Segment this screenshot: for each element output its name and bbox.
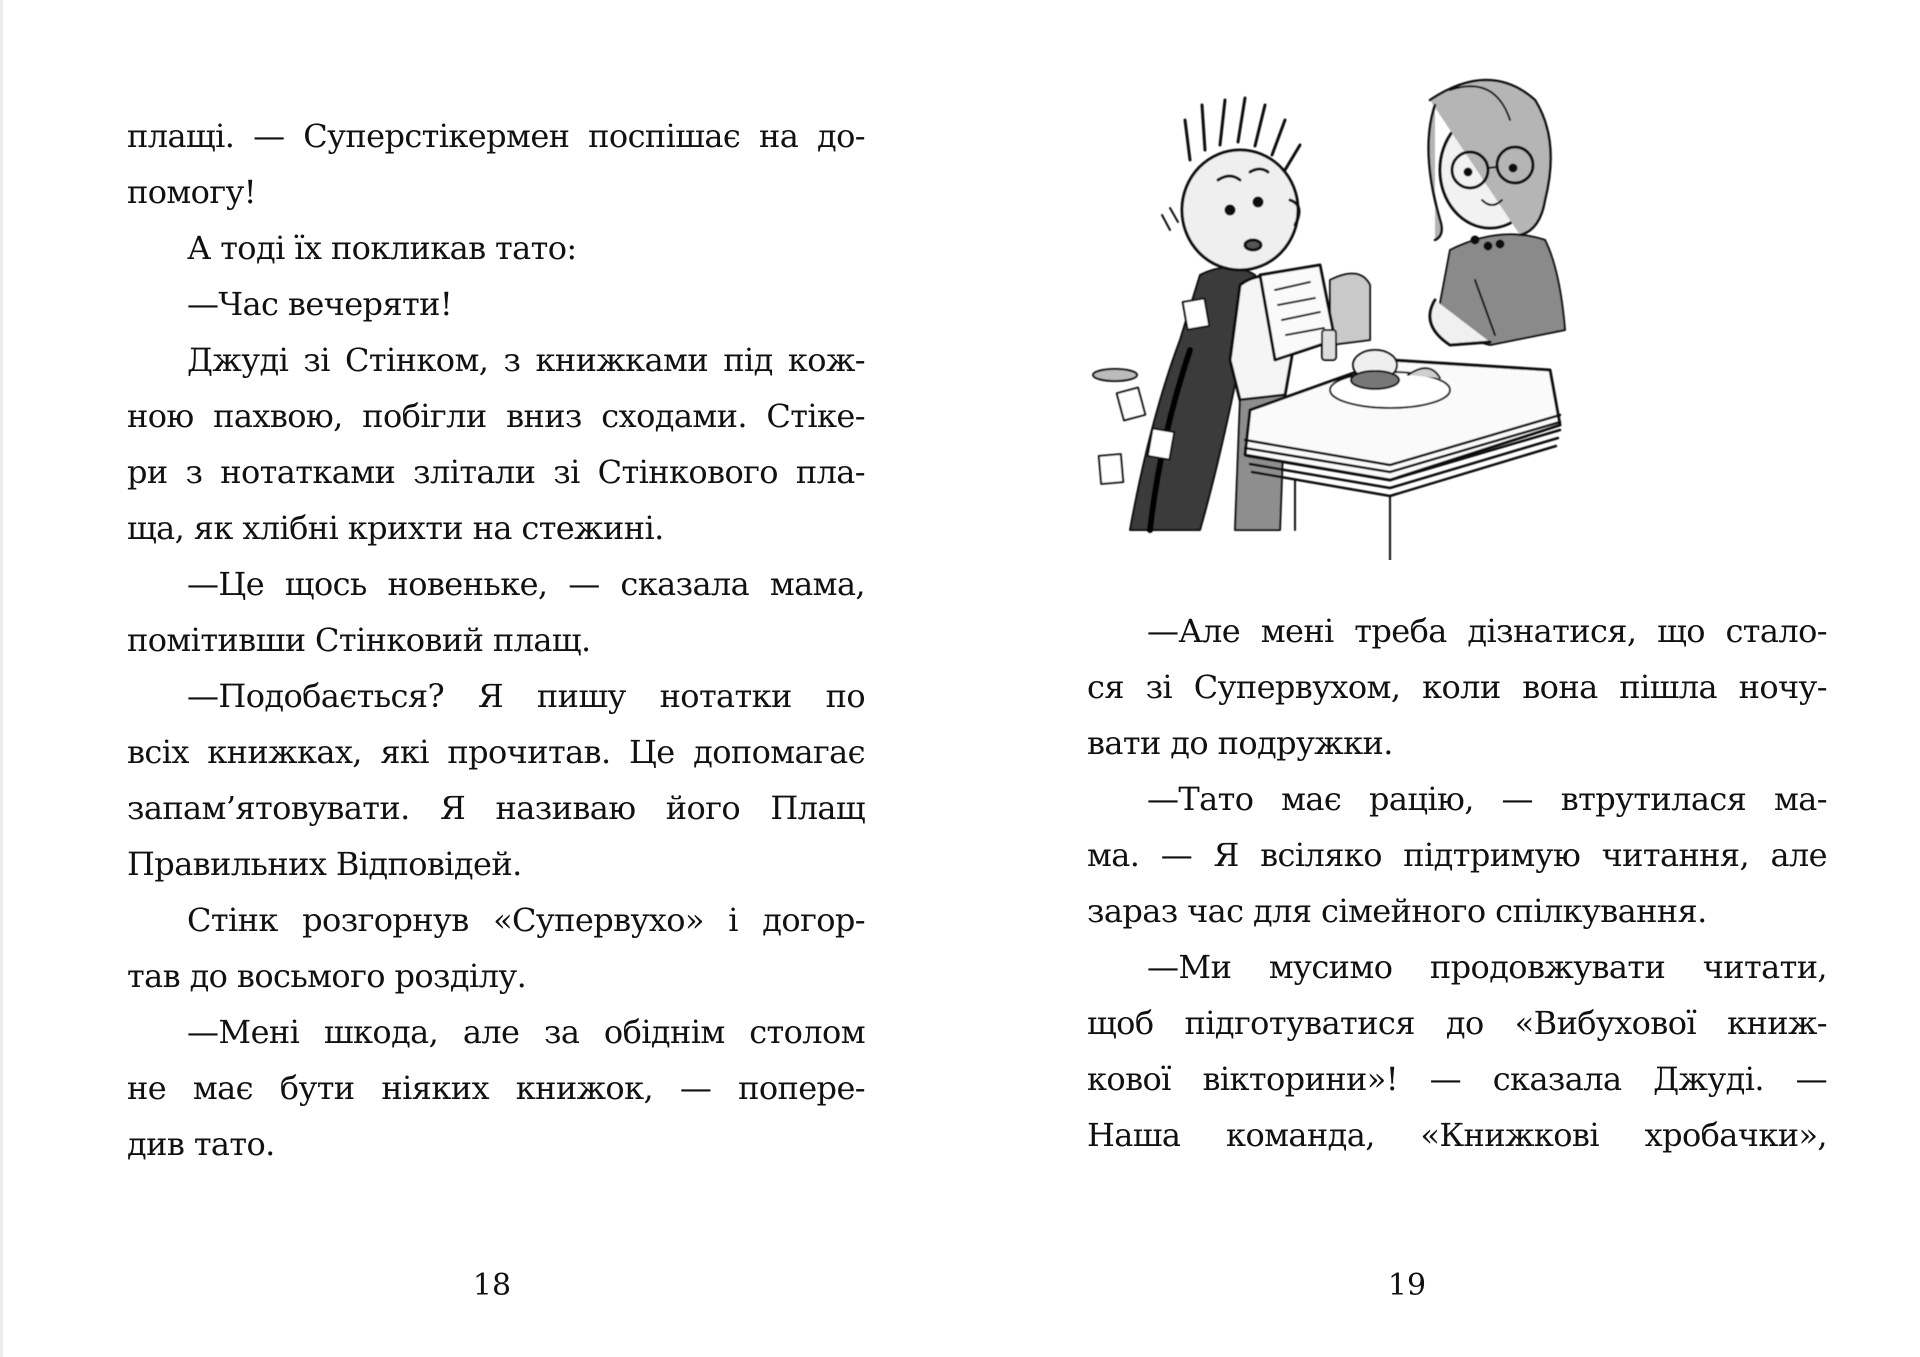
text-line: —Тато має рацію, — втрутилася ма- xyxy=(1147,780,1827,818)
text-line: Наша команда, «Книжкові хробачки», xyxy=(1087,1116,1827,1154)
text-line: помітивши Стінковий плащ. xyxy=(127,621,591,659)
text-line: щоб підготуватися до «Вибухової книж- xyxy=(1087,1004,1827,1042)
text-line: ною пахвою, побігли вниз сходами. Стіке- xyxy=(127,397,865,435)
text-line: ри з нотатками злітали зі Стінкового пла- xyxy=(127,453,865,491)
text-line: всіх книжках, які прочитав. Це допомагає xyxy=(127,733,865,771)
text-line: вати до подружки. xyxy=(1087,724,1393,762)
dinner-table-illustration xyxy=(1090,60,1850,560)
text-line: див тато. xyxy=(127,1125,275,1163)
text-line: плащі. — Суперстікермен поспішає на до- xyxy=(127,117,865,155)
text-line: —Це щось новеньке, — сказала мама, xyxy=(187,565,865,603)
text-line: зараз час для сімейного спілкування. xyxy=(1087,892,1707,930)
text-line: кової вікторини»! — сказала Джуді. — xyxy=(1087,1060,1827,1098)
text-line: А тоді їх покликав тато: xyxy=(187,229,577,267)
text-line: ща, як хлібні крихти на стежині. xyxy=(127,509,664,547)
illustration-image xyxy=(1090,60,1850,560)
text-line: —Подобається? Я пишу нотатки по xyxy=(187,677,865,715)
text-line: Джуді зі Стінком, з книжками під кож- xyxy=(187,341,865,379)
text-line: —Час вечеряти! xyxy=(187,285,453,323)
text-line: тав до восьмого розділу. xyxy=(127,957,527,995)
right-page-text xyxy=(1087,603,1827,1163)
text-line: —Ми мусимо продовжувати читати, xyxy=(1147,948,1827,986)
text-line: ся зі Супервухом, коли вона пішла ночу- xyxy=(1087,668,1827,706)
text-line: Правильних Відповідей. xyxy=(127,845,522,883)
page-number: 18 xyxy=(472,1268,512,1303)
text-line: Стінк розгорнув «Супервухо» і догор- xyxy=(187,901,865,939)
text-line: не має бути ніяких книжок, — попере- xyxy=(127,1069,865,1107)
right-page xyxy=(960,0,1920,1357)
text-line: ма. — Я всіляко підтримую читання, але xyxy=(1087,836,1827,874)
page-number: 19 xyxy=(1387,1268,1427,1303)
text-line: помогу! xyxy=(127,173,257,211)
text-line: —Але мені треба дізнатися, що стало- xyxy=(1147,612,1827,650)
left-page-text xyxy=(127,108,865,1172)
text-line: запам’ятовувати. Я називаю його Плащ xyxy=(127,789,865,827)
text-line: —Мені шкода, але за обіднім столом xyxy=(187,1013,865,1051)
